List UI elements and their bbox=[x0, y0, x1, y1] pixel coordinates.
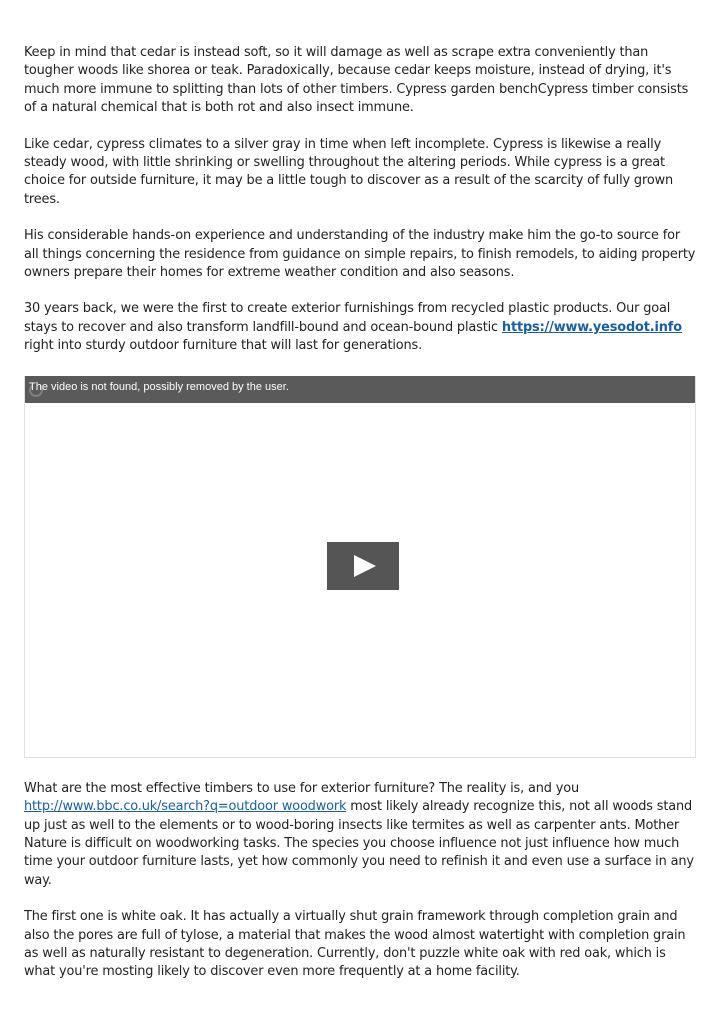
paragraph-text: most likely already recognize this, not all woods stand up just as well to the elements or to wood-boring insects like termites as well as carpenter ants. Mother Nature is difficult on woodworking tasks. The species you choose influence not just influence how much time your outdoor furniture lasts, yet how commonly you need to refinish it and even use a surface in any way. bbox=[24, 799, 694, 888]
paragraph-cedar: Keep in mind that cedar is instead soft, so it will damage as well as scrape extra conveniently than tougher woods like shorea or teak. Paradoxically, because cedar keeps moisture, instead of drying, it's much more immune to splitting than lots of other timbers. Cypress garden benchCypress timber consists of a natural chemical that is both rot and also insect immune. bbox=[24, 45, 689, 116]
paragraph-text: What are the most effective timbers to use for exterior furniture? The reality is, and you bbox=[24, 780, 580, 796]
bbc-search-link[interactable]: http://www.bbc.co.uk/search?q=outdoor woodwork bbox=[24, 799, 347, 815]
video-title-bar bbox=[25, 376, 695, 403]
article-body bbox=[24, 44, 696, 1000]
paragraph-white-oak: The first one is white oak. It has actually a virtually shut grain framework through completion grain and also the pores are full of tylose, a material that makes the wood almost watertight with completion grain as well as naturally resistant to degeneration. Currently, don't puzzle white oak with red oak, which is what you're mosting likely to discover even more frequently at a home facility. bbox=[24, 909, 686, 980]
video-error-message: The video is not found, possibly removed by the user. bbox=[29, 380, 289, 393]
paragraph-experience: His considerable hands-on experience and understanding of the industry make him the go-to source for all things concerning the residence from guidance on simple repairs, to finish remodels, to aiding property owners prepare their homes for extreme weather condition and also seasons. bbox=[24, 228, 696, 281]
yesodot-link[interactable]: https://www.yesodot.info bbox=[501, 319, 682, 335]
paragraph-text: 30 years back, we were the first to create exterior furnishings from recycled plastic products. Our goal stays to recover and also transform landfill-bound and ocean-bound plastic bbox=[24, 301, 671, 335]
paragraph-cypress: Like cedar, cypress climates to a silver gray in time when left incomplete. Cypress is likewise a really steady wood, with little shrinking or swelling throughout the altering periods. While cypress is a great choice for outside furniture, it may be a little tough to discover as a result of the scarcity of fully grown trees. bbox=[24, 136, 673, 207]
paragraph-recycled-plastic bbox=[24, 300, 696, 355]
video-embed[interactable] bbox=[24, 376, 696, 758]
paragraph-best-timbers bbox=[24, 780, 696, 890]
paragraph-text: right into sturdy outdoor furniture that will last for generations. bbox=[24, 338, 423, 354]
play-icon bbox=[354, 555, 376, 577]
play-button[interactable] bbox=[327, 542, 399, 590]
